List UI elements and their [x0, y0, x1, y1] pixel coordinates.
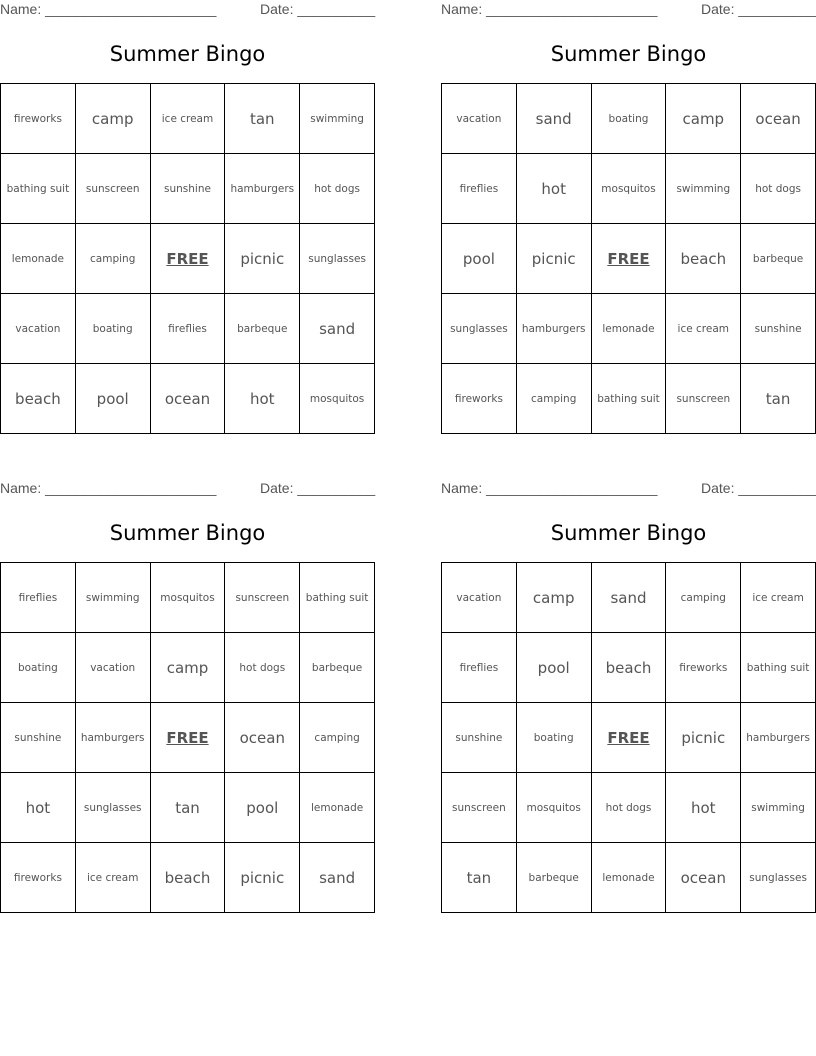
- bingo-cell: sunscreen: [442, 773, 517, 843]
- bingo-cell: sunshine: [442, 703, 517, 773]
- bingo-grid: [0, 83, 375, 434]
- card-title: Summer Bingo: [550, 42, 707, 66]
- bingo-cell: fireworks: [1, 843, 76, 913]
- bingo-cell: camp: [517, 563, 592, 633]
- bingo-cell: beach: [151, 843, 226, 913]
- bingo-cell: barbeque: [300, 633, 375, 703]
- bingo-card-3: [0, 479, 375, 913]
- bingo-grid: [441, 83, 816, 434]
- bingo-cell: vacation: [442, 84, 517, 154]
- bingo-cell: sunshine: [741, 294, 816, 364]
- bingo-cell: camping: [666, 563, 741, 633]
- name-field-label: Name: ______________________: [0, 480, 217, 496]
- bingo-cell: picnic: [225, 843, 300, 913]
- bingo-cell: bathing suit: [300, 563, 375, 633]
- free-space: FREE: [592, 703, 667, 773]
- bingo-cell: hot: [666, 773, 741, 843]
- bingo-cell: swimming: [666, 154, 741, 224]
- bingo-cell: hot: [225, 364, 300, 434]
- date-field-label: Date: __________: [260, 480, 376, 496]
- bingo-cell: fireflies: [1, 563, 76, 633]
- bingo-cell: fireflies: [151, 294, 226, 364]
- bingo-cell: ice cream: [741, 563, 816, 633]
- bingo-cell: bathing suit: [741, 633, 816, 703]
- bingo-grid: [441, 562, 816, 913]
- bingo-cell: camping: [76, 224, 151, 294]
- bingo-cell: camping: [300, 703, 375, 773]
- name-field-label: Name: ______________________: [441, 480, 658, 496]
- bingo-cell: ocean: [151, 364, 226, 434]
- card-title: Summer Bingo: [109, 42, 266, 66]
- bingo-cell: lemonade: [592, 294, 667, 364]
- free-space: FREE: [151, 224, 226, 294]
- bingo-cell: lemonade: [592, 843, 667, 913]
- date-field-label: Date: __________: [701, 480, 816, 496]
- bingo-cell: sunshine: [151, 154, 226, 224]
- bingo-cell: swimming: [741, 773, 816, 843]
- bingo-cell: sand: [300, 294, 375, 364]
- bingo-card-2: [441, 0, 816, 434]
- bingo-cell: mosquitos: [151, 563, 226, 633]
- bingo-cell: hamburgers: [225, 154, 300, 224]
- bingo-cell: mosquitos: [517, 773, 592, 843]
- bingo-cell: pool: [225, 773, 300, 843]
- free-space: FREE: [592, 224, 667, 294]
- bingo-cell: hot dogs: [225, 633, 300, 703]
- bingo-cell: hamburgers: [76, 703, 151, 773]
- bingo-cell: tan: [442, 843, 517, 913]
- bingo-cell: sunglasses: [76, 773, 151, 843]
- bingo-cell: fireflies: [442, 154, 517, 224]
- bingo-cell: beach: [1, 364, 76, 434]
- bingo-cell: camp: [666, 84, 741, 154]
- bingo-cell: hamburgers: [741, 703, 816, 773]
- name-field-label: Name: ______________________: [0, 1, 217, 17]
- bingo-cell: fireworks: [1, 84, 76, 154]
- bingo-cell: boating: [517, 703, 592, 773]
- bingo-cell: vacation: [76, 633, 151, 703]
- bingo-cell: sunscreen: [225, 563, 300, 633]
- bingo-cell: sunscreen: [666, 364, 741, 434]
- bingo-cell: tan: [225, 84, 300, 154]
- bingo-cell: tan: [741, 364, 816, 434]
- bingo-cell: sunshine: [1, 703, 76, 773]
- bingo-cell: fireworks: [666, 633, 741, 703]
- bingo-cell: pool: [517, 633, 592, 703]
- bingo-cell: boating: [1, 633, 76, 703]
- bingo-cell: beach: [592, 633, 667, 703]
- bingo-cell: boating: [592, 84, 667, 154]
- bingo-cell: pool: [76, 364, 151, 434]
- bingo-cell: swimming: [76, 563, 151, 633]
- bingo-cell: bathing suit: [592, 364, 667, 434]
- bingo-cell: sunglasses: [741, 843, 816, 913]
- card-title: Summer Bingo: [109, 521, 266, 545]
- bingo-cell: lemonade: [1, 224, 76, 294]
- bingo-cell: ocean: [225, 703, 300, 773]
- bingo-cell: bathing suit: [1, 154, 76, 224]
- bingo-cell: sunglasses: [300, 224, 375, 294]
- bingo-cell: ice cream: [151, 84, 226, 154]
- bingo-cell: pool: [442, 224, 517, 294]
- bingo-cell: barbeque: [517, 843, 592, 913]
- bingo-cell: ice cream: [666, 294, 741, 364]
- date-field-label: Date: __________: [701, 1, 816, 17]
- card-title: Summer Bingo: [550, 521, 707, 545]
- bingo-cell: hot dogs: [741, 154, 816, 224]
- bingo-cell: camping: [517, 364, 592, 434]
- bingo-grid: [0, 562, 375, 913]
- bingo-cell: lemonade: [300, 773, 375, 843]
- bingo-card-4: [441, 479, 816, 913]
- bingo-cell: tan: [151, 773, 226, 843]
- bingo-cell: hot dogs: [300, 154, 375, 224]
- bingo-cell: sand: [300, 843, 375, 913]
- date-field-label: Date: __________: [260, 1, 376, 17]
- bingo-card-1: [0, 0, 375, 434]
- bingo-cell: fireflies: [442, 633, 517, 703]
- bingo-cell: hot: [517, 154, 592, 224]
- bingo-cell: sand: [592, 563, 667, 633]
- free-space: FREE: [151, 703, 226, 773]
- name-field-label: Name: ______________________: [441, 1, 658, 17]
- bingo-cell: boating: [76, 294, 151, 364]
- bingo-cell: ocean: [741, 84, 816, 154]
- bingo-cell: hot: [1, 773, 76, 843]
- bingo-cell: beach: [666, 224, 741, 294]
- bingo-cell: barbeque: [225, 294, 300, 364]
- bingo-cell: picnic: [666, 703, 741, 773]
- bingo-cell: camp: [151, 633, 226, 703]
- bingo-cell: sand: [517, 84, 592, 154]
- bingo-cell: ice cream: [76, 843, 151, 913]
- bingo-cell: mosquitos: [300, 364, 375, 434]
- bingo-cell: picnic: [225, 224, 300, 294]
- bingo-cell: hot dogs: [592, 773, 667, 843]
- bingo-cell: sunscreen: [76, 154, 151, 224]
- bingo-cell: ocean: [666, 843, 741, 913]
- bingo-cell: mosquitos: [592, 154, 667, 224]
- bingo-cell: sunglasses: [442, 294, 517, 364]
- bingo-cell: barbeque: [741, 224, 816, 294]
- bingo-cell: picnic: [517, 224, 592, 294]
- bingo-cell: fireworks: [442, 364, 517, 434]
- bingo-cell: vacation: [442, 563, 517, 633]
- bingo-cell: swimming: [300, 84, 375, 154]
- bingo-cell: hamburgers: [517, 294, 592, 364]
- bingo-cell: vacation: [1, 294, 76, 364]
- bingo-cell: camp: [76, 84, 151, 154]
